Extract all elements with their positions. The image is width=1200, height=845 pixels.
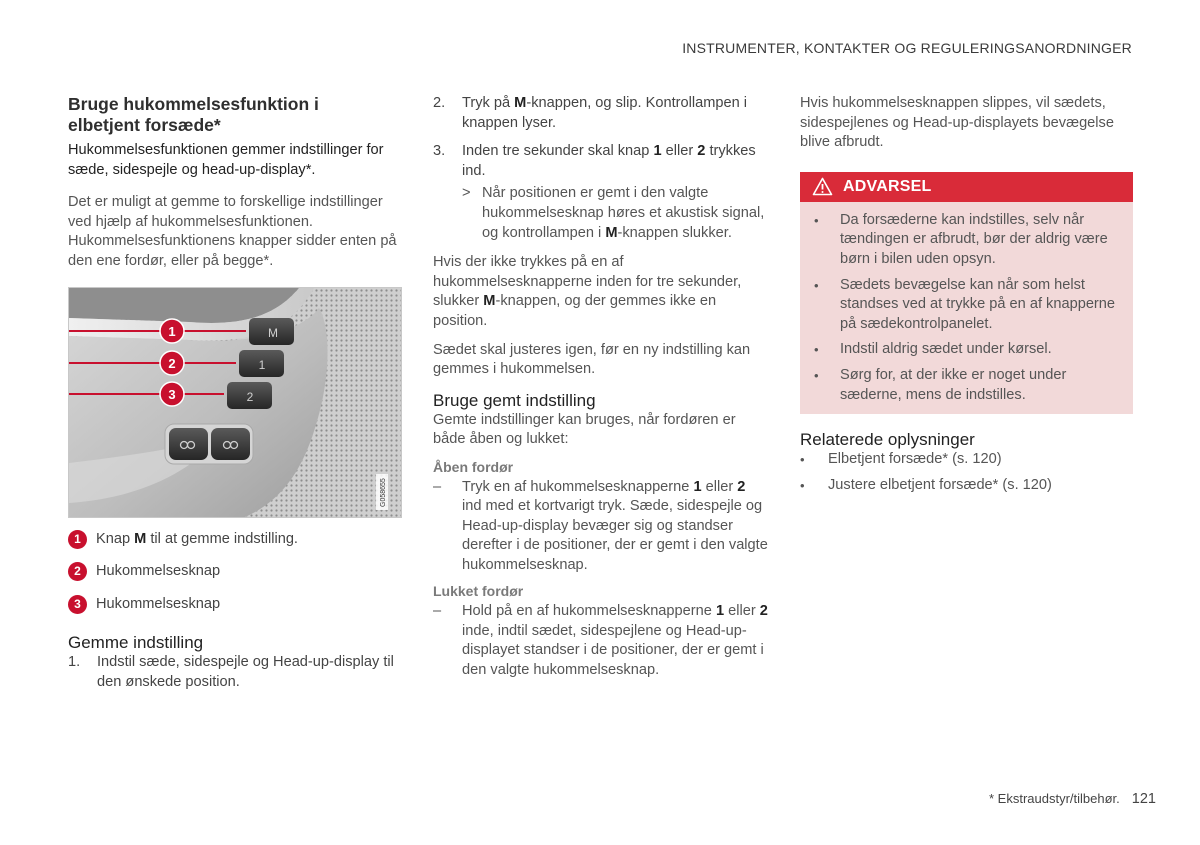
memory-button-2-label: 2 (246, 389, 254, 404)
related-heading: Relaterede oplysninger (800, 430, 975, 450)
legend-badge-3: 3 (68, 595, 87, 614)
svg-text:2: 2 (168, 355, 176, 371)
memory-button-1-label: 1 (258, 357, 266, 372)
svg-text:3: 3 (168, 386, 176, 402)
body-paragraph: Det er muligt at gemme to forskellige indstillinger ved hjælp af hukommelsesfunktionen. Hukommelsesfunktionens knapper sidder enten på den ene fordør, eller på begge*. (68, 194, 397, 269)
callout-1 (160, 319, 184, 343)
save-heading: Gemme indstilling (68, 633, 204, 653)
warning-body (800, 202, 1133, 414)
paragraph-timeout: Hvis der ikke trykkes på en af hukommelsesknapperne inden for tre sekunder, slukker M-knappen, og der gemmes ikke en position. (433, 254, 742, 329)
warning-box (800, 172, 1133, 414)
use-lead: Gemte indstillinger kan bruges, når fordøren er både åben og lukket: (433, 411, 736, 448)
closed-door-instruction: – Hold på en af hukommelsesknapperne 1 eller 2 inde, indtil sædet, sidespejlene og Head-up-displayet standser i de positioner, der er gemt i den valgte hukommelsesknap. (433, 603, 768, 678)
open-door-heading: Åben fordør (433, 458, 514, 475)
step-3-result: > Når positionen er gemt i den valgte hukommelsesknap høres et akustisk signal, og kontrollampen i M-knappen slukker. (462, 185, 765, 241)
warning-item: • Da forsæderne kan indstilles, selv når tændingen er afbrudt, bør der aldrig være børn i bilen uden opsyn. (814, 211, 1108, 267)
section-title-line-1: Bruge hukommelsesfunktion i (68, 94, 319, 114)
legend-badge-2: 2 (68, 562, 87, 581)
step-2: 2. Tryk på M-knappen, og slip. Kontrollampen i knappen lyser. (433, 95, 748, 131)
page-footer (989, 791, 1156, 807)
svg-text:1: 1 (168, 323, 176, 339)
interrupt-paragraph: Hvis hukommelsesknappen slippes, vil sædets, sidespejlenes og Head-up-displayets bevægelse blive afbrudt. (800, 95, 1114, 151)
use-heading: Bruge gemt indstilling (433, 390, 596, 410)
legend-item-1: 1 Knap M til at gemme indstilling. (68, 530, 403, 550)
column-left (68, 94, 403, 693)
warning-item: • Indstil aldrig sædet under kørsel. (814, 341, 1052, 358)
figure-code: G058655 (380, 477, 387, 507)
warning-item: • Sædets bevægelse kan når som helst standses ved at trykke på en af knapperne på sædekontrolpanelet. (814, 276, 1116, 332)
column-middle (433, 94, 768, 680)
door-memory-buttons-illustration (68, 287, 402, 518)
column-right (800, 94, 1133, 495)
lead-paragraph: Hukommelsesfunktionen gemmer indstillinger for sæde, sidespejle og head-up-display*. (68, 142, 384, 178)
warning-title: ADVARSEL (843, 177, 932, 195)
figure-legend (68, 530, 403, 615)
running-header: INSTRUMENTER, KONTAKTER OG REGULERINGSANORDNINGER (682, 40, 1132, 56)
footnote: * Ekstraudstyr/tilbehør. (989, 791, 1120, 806)
related-link[interactable]: • Elbetjent forsæde* (s. 120) (800, 451, 1002, 468)
warning-header (800, 172, 1133, 202)
legend-item-3: 3 Hukommelsesknap (68, 595, 403, 615)
section-title-line-2: elbetjent forsæde* (68, 115, 221, 135)
legend-item-2: 2 Hukommelsesknap (68, 562, 403, 582)
warning-triangle-icon (812, 177, 833, 196)
step-3: 3. Inden tre sekunder skal knap 1 eller 2 trykkes ind. (433, 143, 756, 179)
memory-button-m-label: M (268, 325, 278, 340)
callout-3 (160, 382, 184, 406)
legend-badge-1: 1 (68, 530, 87, 549)
paragraph-readjust: Sædet skal justeres igen, før en ny indstilling kan gemmes i hukommelsen. (433, 341, 751, 378)
callout-2 (160, 351, 184, 375)
related-link[interactable]: • Justere elbetjent forsæde* (s. 120) (800, 476, 1052, 493)
closed-door-heading: Lukket fordør (433, 583, 524, 600)
open-door-instruction: – Tryk en af hukommelsesknapperne 1 eller 2 ind med et kortvarigt tryk. Sæde, sidespejle og Head-up-display bevæger sig og standser derefter i de positioner, der er gemt i den valgte hukommelsesknap. (433, 478, 768, 573)
step-1: 1. Indstil sæde, sidespejle og Head-up-display til den ønskede position. (68, 654, 394, 690)
page-number: 121 (1131, 791, 1156, 807)
warning-item: • Sørg for, at der ikke er noget under sæderne, mens de indstilles. (814, 366, 1067, 403)
section-title (68, 94, 403, 136)
